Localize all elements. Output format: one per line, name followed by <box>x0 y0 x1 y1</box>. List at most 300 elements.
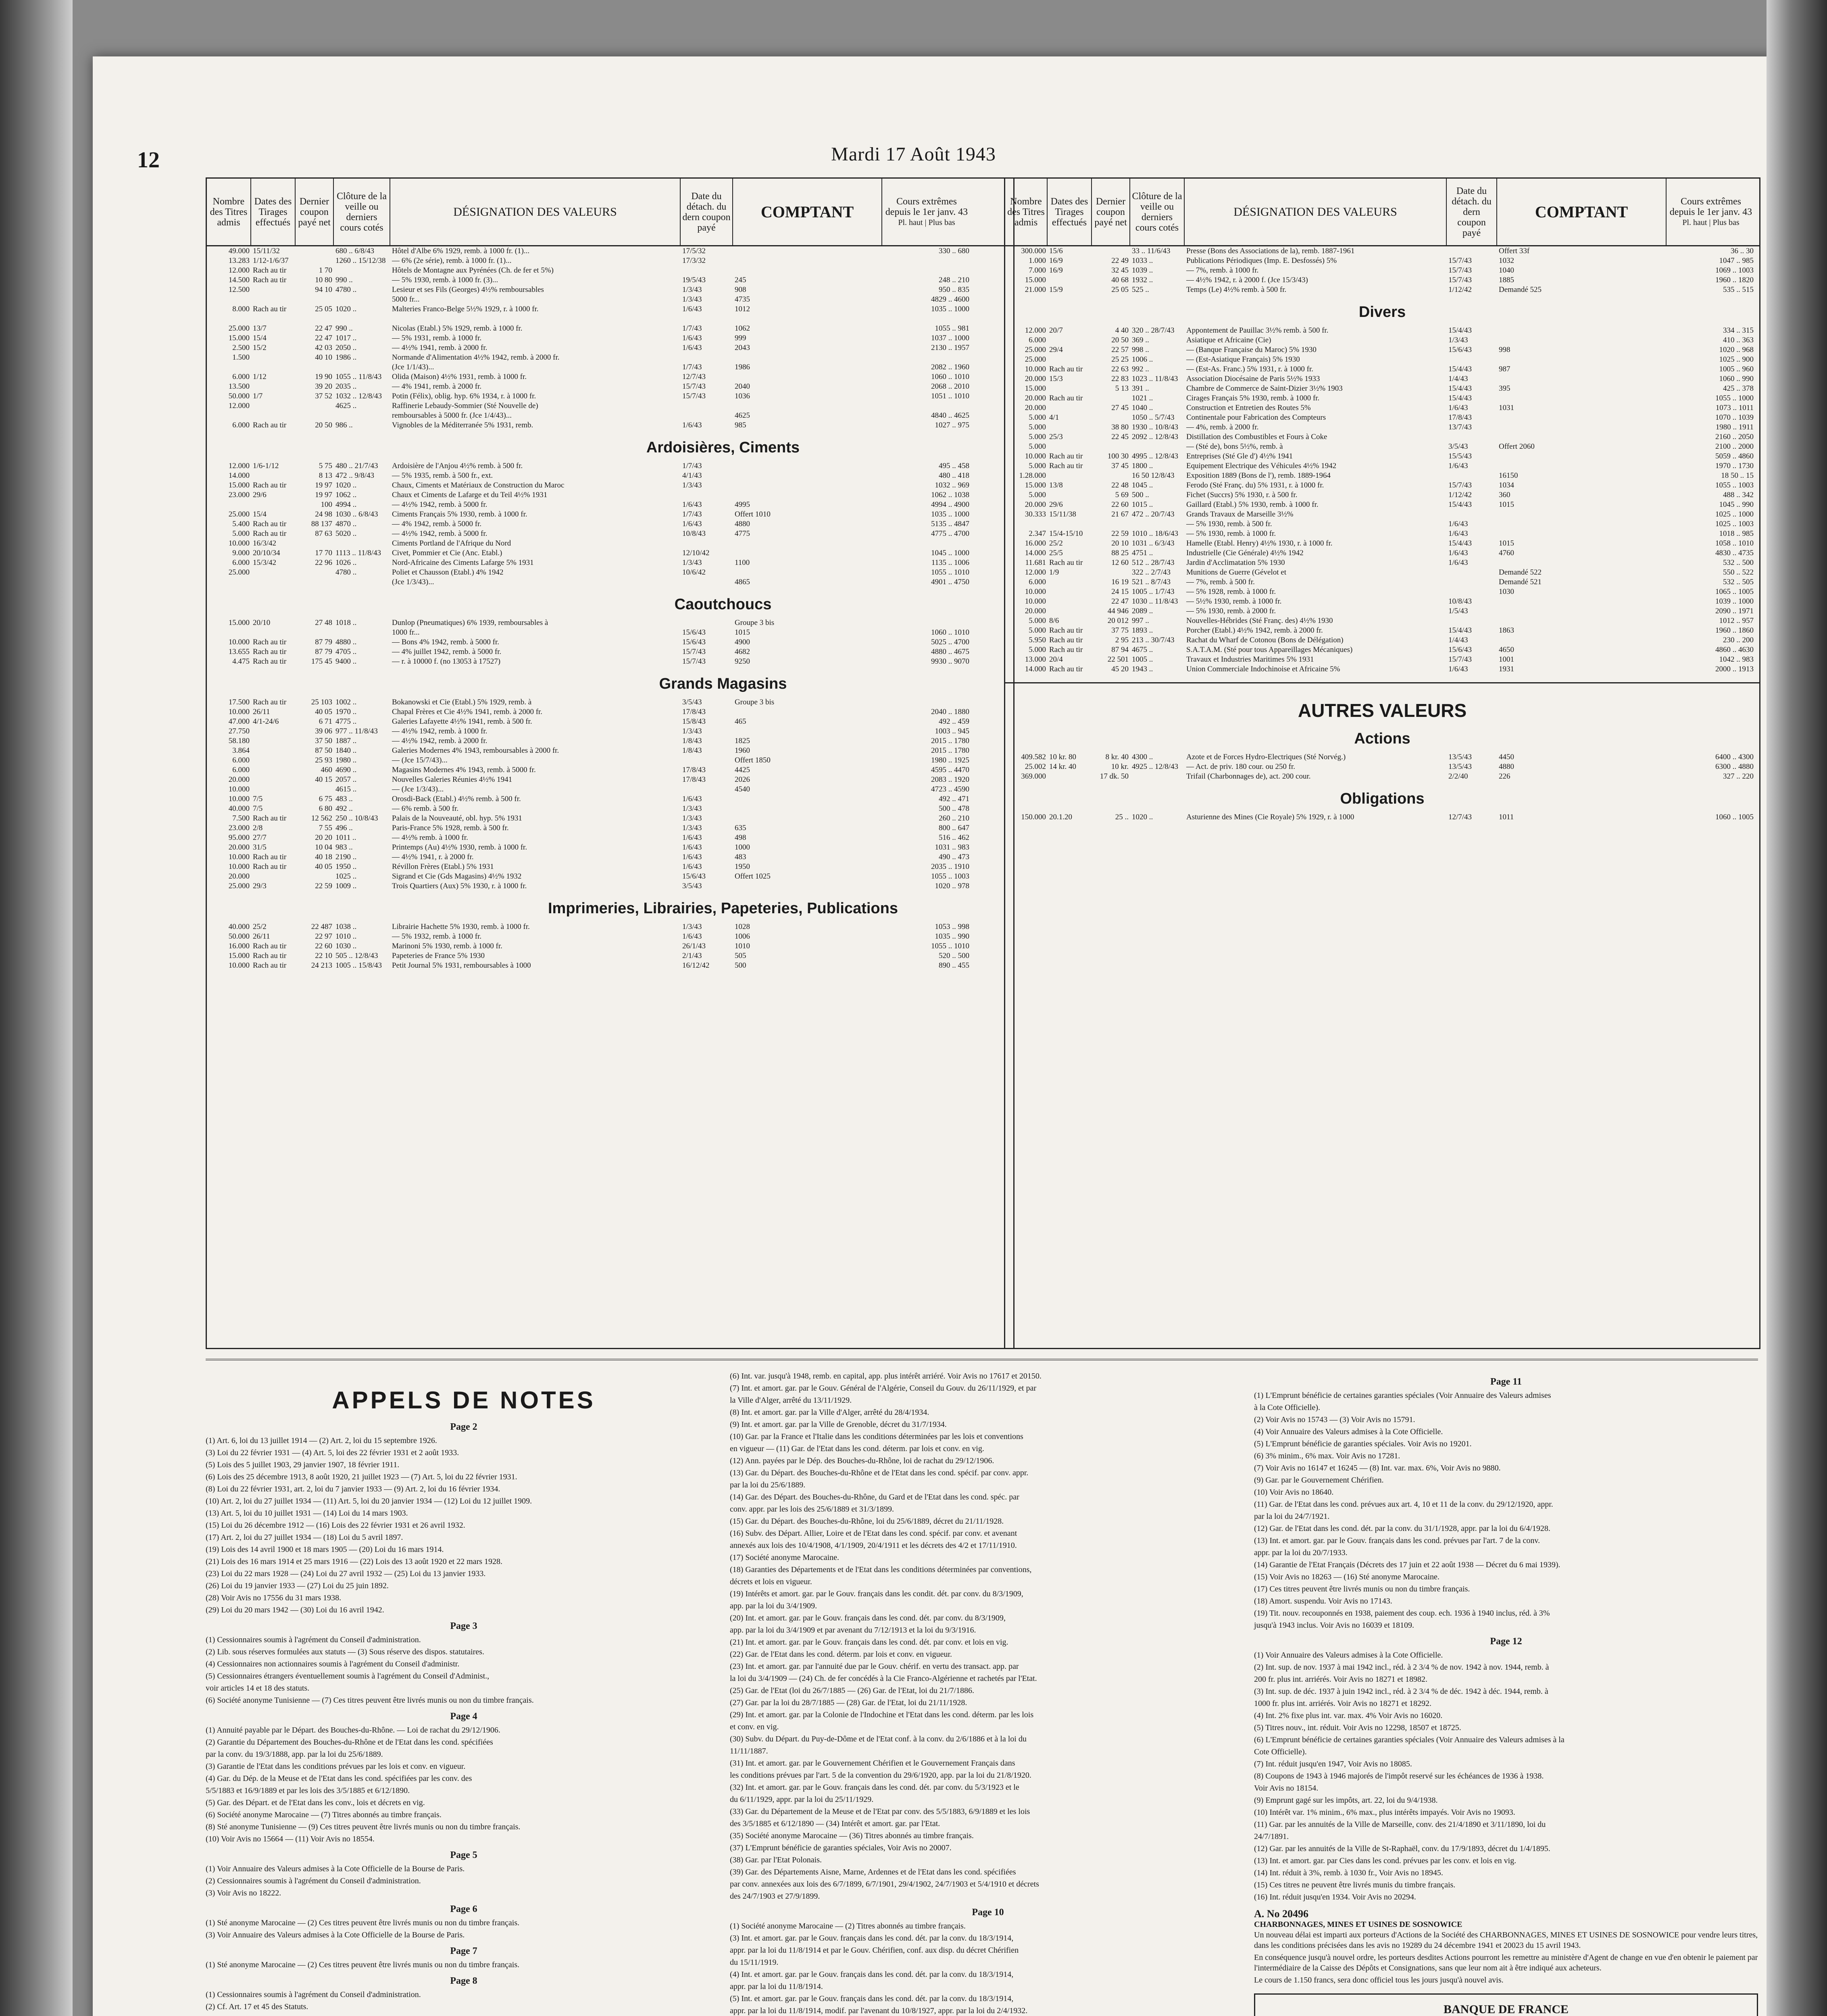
table-row <box>207 256 1013 266</box>
table-cell: 15/2 <box>253 344 267 352</box>
table-cell: Cirages Français 5% 1930, remb. à 1000 fr. <box>1186 394 1320 402</box>
table-cell: 1/4/43 <box>1448 636 1468 644</box>
table-cell: Rach au tir <box>253 305 287 313</box>
table-row <box>207 411 1013 421</box>
table-row <box>207 698 1013 707</box>
table-cell: 1980 .. <box>335 756 357 764</box>
table-cell: 1980 .. 1925 <box>931 756 969 764</box>
table-cell: 1005 .. 15/8/43 <box>335 961 382 970</box>
table-cell <box>681 411 733 421</box>
table-cell: 1031 <box>1499 404 1514 412</box>
table-cell: 15/3/42 <box>253 558 277 567</box>
note-line: (15) Gar. du Départ. des Bouches-du-Rhône, loi du 25/6/1889, décret du 21/11/1928. <box>730 1517 1004 1526</box>
table-cell: 1069 .. 1003 <box>1715 266 1754 275</box>
table-cell: 1023 .. 11/8/43 <box>1132 375 1178 383</box>
table-cell: 950 .. 835 <box>939 285 969 294</box>
table-cell: 334 .. 315 <box>1723 326 1754 335</box>
table-cell: 2190 .. <box>335 853 357 861</box>
notes-col1-body <box>206 1422 722 2016</box>
notes-col2-body <box>730 1371 1246 2016</box>
table-cell: 1/6/43 <box>682 344 702 352</box>
note-line: (9) Int. et amort. gar. par la Ville de Grenoble, décret du 31/7/1934. <box>730 1420 947 1429</box>
table-cell: 20/10/34 <box>253 549 280 557</box>
table-row <box>207 746 1013 756</box>
table-cell: Hôtel d'Albe 6% 1929, remb. à 1000 fr. (1)... <box>392 247 530 255</box>
table-cell: 1055 .. 11/8/43 <box>335 373 382 381</box>
table-cell: 6.000 <box>232 756 250 764</box>
table-cell: 4682 <box>735 648 750 656</box>
table-cell: 1070 .. 1039 <box>1715 413 1754 422</box>
table-cell <box>681 490 733 500</box>
note-line: (7) Voir Avis no 16147 et 16245 — (8) Int. var. max. 6%, Voir Avis no 9880. <box>1254 1464 1501 1472</box>
table-cell: 2026 <box>735 775 750 784</box>
note-line: (5) Int. et amort. gar. par le Gouv. français dans les cond. dét. par la conv. du 18/3/1914, <box>730 1994 1014 2003</box>
table-row <box>207 814 1013 823</box>
table-cell: 50.000 <box>228 392 250 400</box>
table-cell: Rach au tir <box>1049 626 1083 635</box>
note-line: appr. par la loi du 11/8/1914, modif. par l'avenant du 10/8/1927, appr. par la loi du 2/4/1932. <box>730 2006 1028 2015</box>
table-cell: 1060 .. 1010 <box>931 373 969 381</box>
table-cell: 5.000 <box>1029 462 1046 470</box>
table-cell: 17/8/43 <box>682 708 706 716</box>
table-cell: 1/7/43 <box>682 363 702 371</box>
table-cell: S.A.T.A.M. (Sté pour tous Appareillages Mécaniques) <box>1186 646 1353 654</box>
table-cell: 15.000 <box>228 619 250 627</box>
table-cell <box>334 628 390 637</box>
note-line: (33) Gar. du Département de la Meuse et de l'Etat par conv. des 5/5/1883, 6/9/1889 et les lois <box>730 1807 1030 1816</box>
table-cell: 2 95 <box>1115 636 1129 644</box>
table-cell: 9.000 <box>232 549 250 557</box>
table-cell: 25.000 <box>228 568 250 577</box>
table-cell: — 4½% 1942, remb. à 5000 fr. <box>392 529 487 538</box>
table-cell <box>1048 355 1092 364</box>
table-cell <box>1497 374 1667 384</box>
table-cell: 15/6/43 <box>682 628 706 637</box>
table-cell <box>1048 577 1092 587</box>
table-cell: 999 <box>735 334 746 342</box>
table-cell: 27 45 <box>1111 404 1129 412</box>
note-line: (4) Int. 2% fixe plus int. var. max. 4% Voir Avis no 16020. <box>1254 1711 1443 1720</box>
table-cell: 1050 .. 5/7/43 <box>1132 413 1175 422</box>
table-row <box>207 852 1013 862</box>
table-cell: 8 13 <box>319 471 332 480</box>
table-cell <box>882 618 971 628</box>
table-cell: 2000 .. 1913 <box>1715 665 1754 673</box>
note-line: (29) Loi du 20 mars 1942 — (30) Loi du 16 avril 1942. <box>206 1606 384 1614</box>
table-cell: 1931 <box>1499 665 1514 673</box>
table-cell: — 5½% 1930, remb. à 1000 fr. <box>1186 597 1282 606</box>
avis-line: Le cours de 1.150 francs, sera donc officiel tous les jours jusqu'à nouvel avis. <box>1254 1976 1504 1985</box>
table-cell: 25/2 <box>253 923 267 931</box>
table-cell <box>251 314 296 324</box>
table-cell: 1045 .. <box>1132 481 1153 489</box>
header-pl-haut: Pl. haut <box>898 218 923 227</box>
table-cell: 5 75 <box>319 462 332 470</box>
table-cell: 14.500 <box>228 276 250 284</box>
note-line: (15) Ces titres ne peuvent être livrés munis du timbre français. <box>1254 1881 1456 1889</box>
table-cell: 20/4 <box>1049 655 1063 664</box>
table-cell: 1047 .. 985 <box>1719 256 1754 265</box>
note-line: décrets et lois en vigueur. <box>730 1577 812 1586</box>
table-cell: 15/7/43 <box>682 382 706 391</box>
table-cell: 1031 .. 6/3/43 <box>1132 539 1175 548</box>
table-cell: 1113 .. 11/8/43 <box>335 549 381 557</box>
avis-number: A. No 20496 <box>1254 1908 1309 1920</box>
table-cell <box>1447 616 1497 626</box>
table-cell <box>733 481 882 490</box>
header-col-tirages-r: Dates des Tirages effectués <box>1048 179 1092 245</box>
table-cell: Rach au tir <box>253 520 287 528</box>
table-cell <box>681 401 733 411</box>
table-cell <box>296 872 334 881</box>
table-cell: Asiatique et Africaine (Cie) <box>1186 336 1271 344</box>
table-cell: 22 10 <box>315 952 332 960</box>
note-line: (8) Loi du 22 février 1931, art. 2, loi du 7 janvier 1933 — (9) Art. 2, loi du 16 février 1934. <box>206 1485 500 1493</box>
table-cell <box>1497 519 1667 529</box>
note-line: 24/7/1891. <box>1254 1832 1289 1841</box>
table-cell: 245 <box>735 276 746 284</box>
table-cell: Chambre de Commerce de Saint-Dizier 3½% 1903 <box>1186 384 1343 393</box>
table-cell: 29/3 <box>253 882 267 890</box>
note-line: (7) Int. réduit jusqu'en 1947, Voir Avis no 18085. <box>1254 1760 1412 1768</box>
table-cell: Trifail (Charbonnages de), act. 200 cour. <box>1186 772 1311 781</box>
note-line: (1) Voir Annuaire des Valeurs admises à la Cote Officielle. <box>1254 1651 1443 1660</box>
note-line: et conv. en vig. <box>730 1722 779 1731</box>
table-cell: 500 <box>735 961 746 970</box>
note-line: 5/5/1883 et 16/9/1889 et par les lois des 3/5/1885 et 6/12/1890. <box>206 1786 410 1795</box>
table-cell: 1/6/43 <box>1448 529 1468 538</box>
table-cell: Offert 1025 <box>735 872 771 881</box>
table-cell: 25 25 <box>1111 355 1129 364</box>
table-cell: 1/7/43 <box>682 510 702 519</box>
table-cell: 213 .. 30/7/43 <box>1132 636 1175 644</box>
header-col-cours <box>882 179 971 245</box>
table-cell: 24 98 <box>315 510 332 519</box>
table-cell: 12.000 <box>1025 568 1046 577</box>
table-cell: 330 .. 680 <box>939 247 969 255</box>
table-cell: 535 .. 515 <box>1723 285 1754 294</box>
section-title: Imprimeries, Librairies, Papeteries, Publications <box>548 900 898 917</box>
table-cell: Rach au tir <box>1049 665 1083 673</box>
note-line: la loi du 3/4/1909 — (24) Ch. de fer concédés à la Cie Franco-Algérienne et rachetés par l'Etat. <box>730 1674 1037 1683</box>
table-row <box>1005 577 1759 587</box>
table-cell: 1015 <box>1499 500 1514 509</box>
table-row <box>207 843 1013 852</box>
table-cell: 4870 .. <box>335 520 357 528</box>
table-cell: 20.000 <box>1025 394 1046 402</box>
table-cell: Demandé 521 <box>1499 578 1542 586</box>
table-cell: 1/6/43 <box>682 853 702 861</box>
table-cell: 1030 <box>1499 587 1514 596</box>
table-cell: 1/6/43 <box>1448 549 1468 557</box>
table-row <box>1005 616 1759 626</box>
table-cell: Rach au tir <box>253 942 287 950</box>
table-cell: 532 .. 500 <box>1723 558 1754 567</box>
table-row <box>207 775 1013 785</box>
avis-line: En conséquence jusqu'à nouvel ordre, les porteurs desdites Actions pourront les remettre au ministère d'Agent de change en vue d'en obtenir le paiement par l'intermédiaire de la Caisse des Dépôts et Consignations, sans que leur nom ait à être indiqué aux acheteurs. <box>1254 1953 1758 1972</box>
table-cell: 2/1/43 <box>682 952 702 960</box>
table-cell: 22 48 <box>1111 481 1129 489</box>
table-cell: 1825 <box>735 737 750 745</box>
table-cell: 4925 .. 12/8/43 <box>1132 762 1179 771</box>
table-cell: 1930 .. 10/8/43 <box>1132 423 1179 431</box>
table-cell: 15/3 <box>1049 375 1063 383</box>
appels-title: APPELS DE NOTES <box>332 1387 596 1414</box>
table-cell: 492 .. <box>335 804 353 813</box>
table-cell: 6 80 <box>319 804 332 813</box>
table-cell: 4/1/43 <box>682 471 702 480</box>
note-line: (1) Art. 6, loi du 13 juillet 1914 — (2) Art. 2, loi du 15 septembre 1926. <box>206 1436 437 1445</box>
note-line: à la Cote Officielle). <box>1254 1403 1321 1412</box>
table-row <box>207 324 1013 333</box>
note-line: (1) Sté anonyme Marocaine — (2) Ces titres peuvent être livrés munis ou non du timbre français. <box>206 1960 520 1969</box>
note-line: appr. par la loi du 11/8/1914. <box>730 1982 823 1991</box>
table-cell: 13.283 <box>228 256 250 265</box>
notes-page-heading: Page 11 <box>1490 1377 1522 1387</box>
table-cell: 15/5/43 <box>1448 452 1472 460</box>
table-row <box>1005 364 1759 374</box>
note-line: (3) Voir Annuaire des Valeurs admises à la Cote Officielle de la Bourse de Paris. <box>206 1931 465 1939</box>
note-line: (7) Int. et amort. gar. par le Gouv. Général de l'Algérie, Conseil du Gouv. du 26/11/1929, et par <box>730 1384 1037 1393</box>
table-cell: 4675 .. <box>1132 646 1153 654</box>
table-cell <box>296 246 334 256</box>
table-cell: 1/3/43 <box>682 558 702 567</box>
table-cell: 4901 .. 4750 <box>931 578 969 586</box>
note-line: appr. par la loi du 11/8/1914 et par le Gouv. Chérifien, conf. aux disp. du décret Chérifien <box>730 1946 1019 1955</box>
note-line: (37) L'Emprunt bénéficie de garanties spéciales, Voir Avis no 20007. <box>730 1843 952 1852</box>
table-cell: 1011 <box>1499 813 1514 821</box>
table-cell: Marinoni 5% 1930, remb. à 1000 fr. <box>392 942 502 950</box>
table-cell: Hamelle (Etabl. Henry) 4½% 1930, r. à 1000 fr. <box>1186 539 1333 548</box>
table-cell: Révillon Frères (Etabl.) 5% 1931 <box>392 862 494 871</box>
table-cell: — (Est-Asiatique Français) 5% 1930 <box>1186 355 1300 364</box>
table-cell: 13/8 <box>1049 481 1063 489</box>
note-line: des 24/7/1903 et 27/9/1899. <box>730 1892 820 1901</box>
table-cell: 26/11 <box>253 708 270 716</box>
table-cell: 15/4/43 <box>1448 539 1472 548</box>
note-line: la Ville d'Alger, arrêté du 13/11/1929. <box>730 1396 852 1405</box>
table-cell: Rachat du Wharf de Cotonou (Bons de Délégation) <box>1186 636 1344 644</box>
note-line: (2) Int. sup. de nov. 1937 à mai 1942 incl., réd. à 2 3/4 % de nov. 1942 à nov. 1944, remb. à <box>1254 1663 1549 1672</box>
table-cell <box>296 256 334 266</box>
table-cell <box>882 539 971 548</box>
table-cell: 10.000 <box>1025 452 1046 460</box>
table-cell: 1/6/43 <box>1448 462 1468 470</box>
table-cell: Distillation des Combustibles et Fours à Coke <box>1186 433 1327 441</box>
table-cell: 2082 .. 1960 <box>931 363 969 371</box>
table-cell: 1005 .. <box>1132 655 1153 664</box>
table-cell: Fichet (Succrs) 5% 1930, r. à 500 fr. <box>1186 491 1298 499</box>
avis-line: Un nouveau délai est imparti aux porteurs d'Actions de la Société des CHARBONNAGES, MINES ET USINES DE SOSNOWICE pour vendre leurs titres, dans les conditions précisées dans les avis no 19289 du 24 décembre 1941 et 20023 du 15 avril 1943. <box>1254 1931 1758 1950</box>
table-cell <box>1447 587 1497 597</box>
table-cell: 1/6/43 <box>682 862 702 871</box>
table-cell: — 4½% remb. à 1000 fr. <box>392 833 468 842</box>
table-cell: 10 kr. <box>1111 762 1129 771</box>
table-cell: 15.000 <box>228 334 250 342</box>
table-cell: 492 .. 459 <box>939 717 969 726</box>
table-cell: 1/6/43 <box>682 500 702 509</box>
table-cell: 525 .. <box>1132 285 1149 294</box>
table-cell: 505 <box>735 952 746 960</box>
table-row <box>1005 664 1759 674</box>
table-cell: 250 .. 10/8/43 <box>335 814 378 823</box>
table-cell: 1055 .. 1003 <box>1715 481 1754 489</box>
table-cell: 87 63 <box>315 529 332 538</box>
table-cell: 1/6/43 <box>682 334 702 342</box>
table-cell: 1885 <box>1499 276 1514 284</box>
table-row <box>207 727 1013 736</box>
table-cell <box>296 362 334 372</box>
table-cell: 998 <box>1499 346 1510 354</box>
table-cell: 22 47 <box>315 334 332 342</box>
table-cell: 5.000 <box>1029 413 1046 422</box>
table-row <box>1005 762 1759 772</box>
table-row <box>207 823 1013 833</box>
table-row <box>1005 423 1759 432</box>
table-cell: 15/4 <box>253 334 267 342</box>
table-cell: 1040 .. <box>1132 404 1153 412</box>
table-cell: 27/7 <box>253 833 267 842</box>
table-cell: 1.000 <box>1029 256 1046 265</box>
table-row <box>207 295 1013 304</box>
note-line: (8) Coupons de 1943 à 1946 majorés de l'impôt reservé sur les échéances de 1936 à 1938. <box>1254 1772 1544 1781</box>
table-cell <box>882 401 971 411</box>
table-cell: 1.500 <box>232 353 250 362</box>
table-cell: Association Diocésaine de Paris 5½% 1933 <box>1186 375 1320 383</box>
table-row <box>1005 548 1759 558</box>
table-cell: 6300 .. 4880 <box>1715 762 1754 771</box>
table-cell: 1/3/43 <box>682 285 702 294</box>
table-cell <box>733 246 882 256</box>
note-line: (14) Gar. des Départ. des Bouches-du-Rhône, du Gard et de l'Etat dans les cond. spéc. par <box>730 1493 1019 1502</box>
table-row <box>207 804 1013 814</box>
table-cell: 15/7/43 <box>682 657 706 666</box>
table-cell: 19 90 <box>315 373 332 381</box>
table-row <box>207 382 1013 392</box>
table-cell <box>1092 442 1130 452</box>
table-cell: 4900 <box>735 638 750 646</box>
table-cell <box>251 401 296 411</box>
table-cell: 3.864 <box>232 746 250 755</box>
table-cell: 25/5 <box>1049 549 1063 557</box>
note-line: (6) 3% minim., 6% max. Voir Avis no 17281. <box>1254 1452 1400 1460</box>
table-row <box>1005 772 1759 781</box>
table-row <box>207 392 1013 401</box>
table-cell: 27.750 <box>228 727 250 735</box>
note-line: annexés aux lois des 10/4/1908, 4/1/1909, 20/4/1911 et les décrets des 4/2 et 17/11/1910. <box>730 1541 1017 1550</box>
table-cell: 22 45 <box>1111 433 1129 441</box>
table-cell <box>251 568 296 577</box>
table-cell: 14 kr. 40 <box>1049 762 1077 771</box>
table-row <box>1005 285 1759 295</box>
table-cell: 22 57 <box>1111 346 1129 354</box>
table-cell: 2035 .. 1910 <box>931 862 969 871</box>
table-cell <box>1447 355 1497 364</box>
table-cell: 1/6/43 <box>1448 665 1468 673</box>
note-line: (27) Gar. par la loi du 28/7/1885 — (28) Gar. de l'Etat, loi du 21/11/1928. <box>730 1698 967 1707</box>
header-col-titres: Nombre des Titres admis <box>207 179 251 245</box>
table-cell: 987 <box>1499 365 1510 373</box>
table-cell: 20.1.20 <box>1049 813 1072 821</box>
notes-col3-body <box>1254 1377 1758 1902</box>
header-col-cours-r <box>1667 179 1755 245</box>
table-cell: 7.500 <box>232 814 250 823</box>
table-cell: 1045 .. 1000 <box>931 549 969 557</box>
notes-page-heading: Page 5 <box>450 1850 477 1860</box>
table-cell: 1025 .. 900 <box>1719 355 1754 364</box>
header-cours-label-r: Cours extrêmes depuis le 1er janv. 43 <box>1669 196 1752 217</box>
table-cell: 1002 .. <box>335 698 357 706</box>
table-cell: 3/5/43 <box>682 698 702 706</box>
table-cell: Chapal Frères et Cie 4½% 1941, remb. à 2000 fr. <box>392 708 543 716</box>
table-cell <box>251 577 296 587</box>
table-cell: 483 .. <box>335 795 353 803</box>
table-cell: 25 05 <box>1111 285 1129 294</box>
table-cell: 95.000 <box>228 833 250 842</box>
note-line: (5) Gar. des Départ. et de l'Etat dans les conv., lois et décrets en vig. <box>206 1798 425 1807</box>
table-cell: Jardin d'Acclimatation 5% 1930 <box>1186 558 1285 567</box>
table-cell: 490 .. 473 <box>939 853 969 861</box>
table-cell: 24 213 <box>311 961 332 970</box>
header-col-coupon-r: Dernier coupon payé net <box>1092 179 1130 245</box>
table-cell <box>1092 568 1130 577</box>
table-cell: 6.000 <box>232 373 250 381</box>
table-row <box>1005 481 1759 490</box>
table-cell <box>207 577 251 587</box>
table-cell: 480 .. 21/7/43 <box>335 462 378 470</box>
table-row <box>207 961 1013 971</box>
notes-page-heading: Page 10 <box>972 1907 1004 1918</box>
notes-column-3 <box>1254 1371 1758 2016</box>
table-cell <box>1497 529 1667 539</box>
table-cell: 1950 .. <box>335 862 357 871</box>
table-cell: 87 94 <box>1111 646 1129 654</box>
table-cell <box>882 256 971 266</box>
table-cell: 37 50 <box>315 737 332 745</box>
table-row <box>1005 752 1759 762</box>
table-cell: 1030 .. <box>335 942 357 950</box>
table-cell: 1025 .. 1003 <box>1715 520 1754 528</box>
table-cell: 20.000 <box>1025 607 1046 615</box>
table-cell: 15/11/38 <box>1049 510 1076 519</box>
note-line: (13) Int. et amort. gar. par le Gouv. français dans les cond. prévues par l'art. 7 de la conv. <box>1254 1536 1540 1545</box>
table-row <box>207 343 1013 353</box>
table-cell: 2160 .. 2050 <box>1715 433 1754 441</box>
table-cell: 322 .. 2/7/43 <box>1132 568 1171 577</box>
note-line: (15) Voir Avis no 18263 — (16) Sté anonyme Marocaine. <box>1254 1572 1440 1581</box>
note-line: (3) Int. et amort. gar. par le Gouv. français dans les cond. dét. par la conv. du 18/3/1914, <box>730 1934 1014 1943</box>
table-cell <box>1048 587 1092 597</box>
table-cell: 37 45 <box>1111 462 1129 470</box>
table-cell: 1/3/43 <box>682 804 702 813</box>
table-cell <box>1497 326 1667 335</box>
table-cell: 15/4/43 <box>1448 326 1472 335</box>
table-cell: 3/5/43 <box>1448 442 1468 451</box>
table-cell: Rach au tir <box>253 862 287 871</box>
table-cell: Rach au tir <box>253 529 287 538</box>
table-cell: 4865 <box>735 578 750 586</box>
table-cell <box>882 314 971 324</box>
table-cell: 1030 .. 11/8/43 <box>1132 597 1178 606</box>
table-cell: 890 .. 455 <box>939 961 969 970</box>
table-cell: Munitions de Guerre (Gévelot et <box>1186 568 1286 577</box>
table-cell: 1950 <box>735 862 750 871</box>
table-row <box>207 353 1013 362</box>
note-line: (17) Ces titres peuvent être livrés munis ou non du timbre français. <box>1254 1585 1470 1593</box>
table-cell <box>1497 432 1667 442</box>
table-row <box>207 647 1013 657</box>
table-cell <box>1092 394 1130 403</box>
